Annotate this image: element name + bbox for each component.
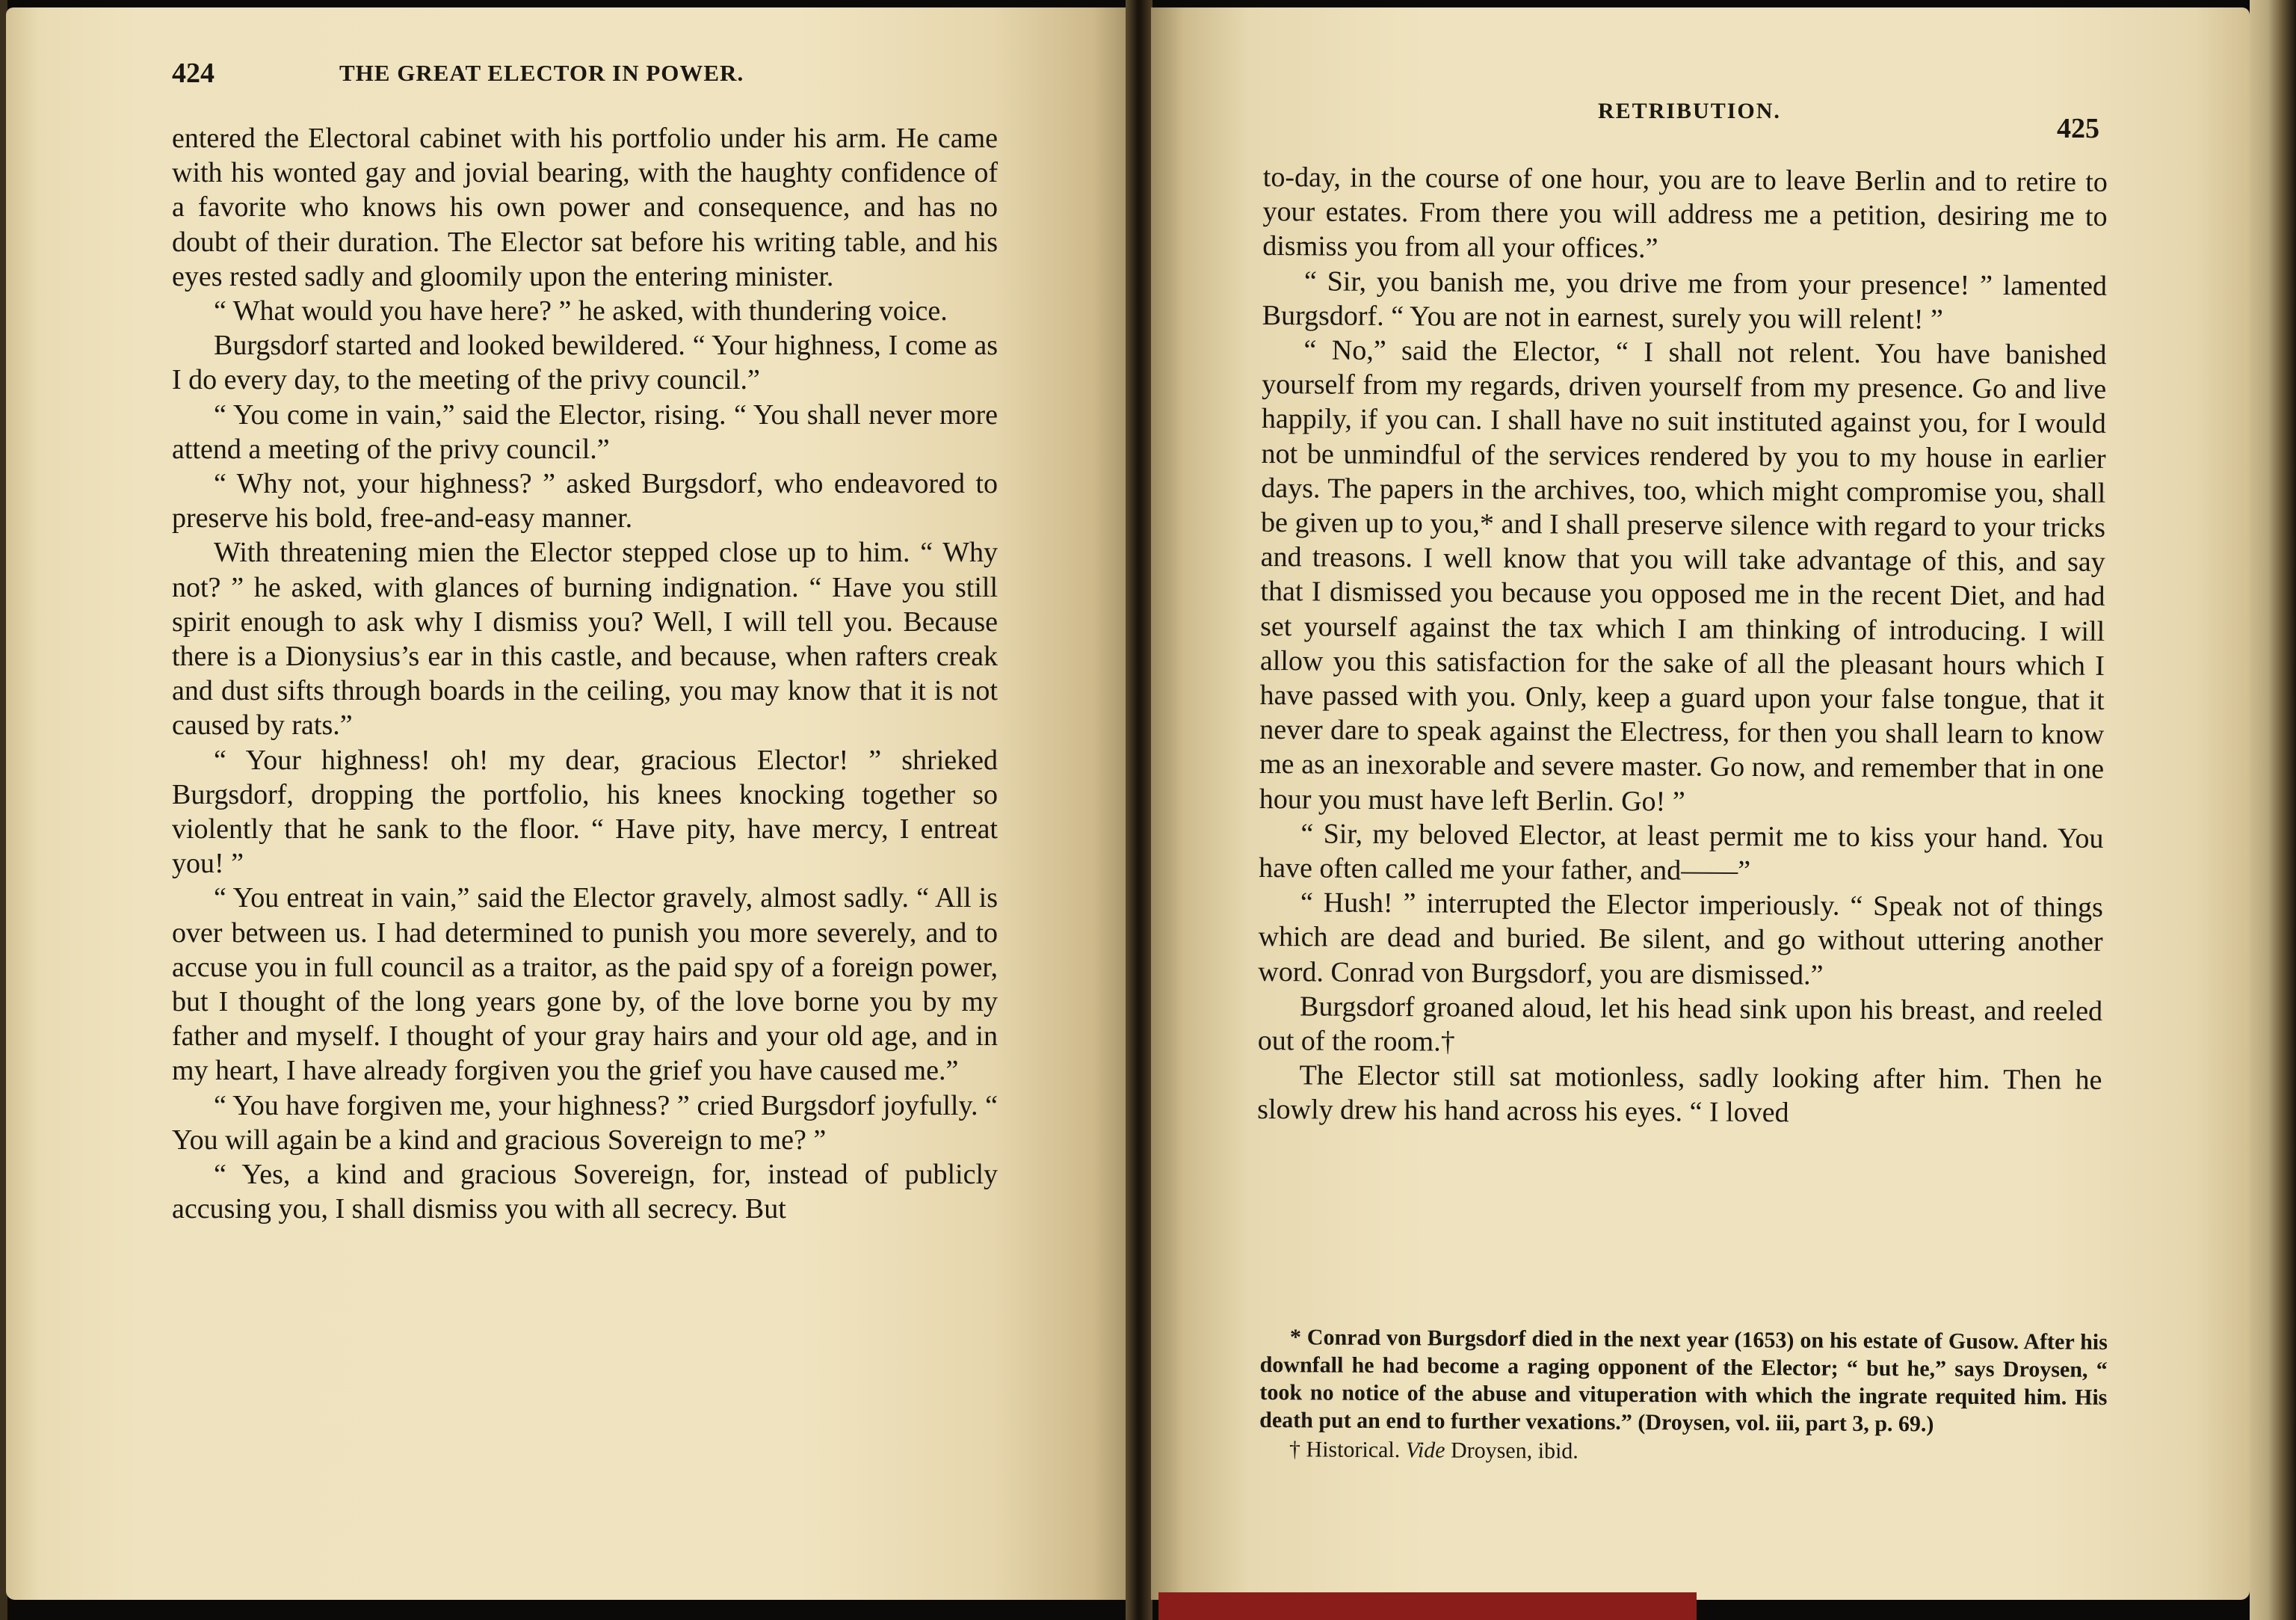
paragraph: entered the Electoral cabinet with his portfolio under his arm. He came with his wonted gay and jovial bearing, with the haughty confidence of a favorite who knows his own power and consequence, and has no doubt of their duration. The Elector sat before his writing table, and his eyes rested sadly and gloomily upon the entering minister. — [172, 123, 998, 292]
paragraph: to-day, in the course of one hour, you are to leave Berlin and to retire to your estates. From there you will address me a petition, desiring me to dismiss you from all your offices.” — [1262, 161, 2108, 265]
paragraph: “ Sir, you banish me, you drive me from your presence! ” lamented Burgsdorf. “ You are not in earnest, surely you will relent! ” — [1262, 265, 2108, 336]
right-page — [1151, 7, 2250, 1600]
page-number-left: 424 — [172, 58, 215, 89]
right-page-body — [1257, 160, 2108, 1133]
paragraph: “ You entreat in vain,” said the Elector gravely, almost sadly. “ All is over between us. I had determined to punish you more severely, and to accuse you in full council as a traitor, as the paid spy of a foreign power, but I thought of the long years gone by, of the love borne you by my father and myself. I thought of your gray hairs and your old age, and in my heart, I have already forgiven you the grief you have caused me.” — [172, 882, 998, 1087]
paragraph: “ Yes, a kind and gracious Sovereign, for, instead of publicly accusing you, I shall dismiss you with all secrecy. But — [172, 1159, 998, 1225]
paragraph: “ Hush! ” interrupted the Elector imperiously. “ Speak not of things which are dead and buried. Be silent, and go without uttering another word. Conrad von Burgsdorf, you are dismissed.” — [1258, 887, 2104, 991]
book-gutter — [1126, 0, 1152, 1620]
paragraph: The Elector still sat motionless, sadly looking after him. Then he slowly drew his hand across his eyes. “ I loved — [1257, 1059, 2102, 1129]
left-page — [6, 7, 1127, 1600]
footnote-2-suffix: Droysen, ibid. — [1450, 1438, 1578, 1464]
footnote-2-italic: Vide — [1405, 1438, 1445, 1463]
paragraph: With threatening mien the Elector stepped close up to him. “ Why not? ” he asked, with glances of burning indignation. “ Have you still spirit enough to ask why I dismiss you? Well, I will tell you. Because there is a Dionysius’s ear in this castle, and because, when rafters creak and dust sifts through boards in the ceiling, you may know that it is not caused by rats.” — [172, 537, 998, 742]
footnote-2 — [1259, 1435, 2107, 1468]
paragraph: “ Why not, your highness? ” asked Burgsdorf, who endeavored to preserve his bold, free-and-easy manner. — [172, 468, 998, 535]
paragraph: “ Sir, my beloved Elector, at least permit me to kiss your hand. You have often called me your father, and——” — [1259, 818, 2104, 887]
running-head-left: THE GREAT ELECTOR IN POWER. — [339, 60, 744, 86]
paragraph: “ Your highness! oh! my dear, gracious Elector! ” shrieked Burgsdorf, dropping the portfolio, his knees knocking together so violently that he sank to the floor. “ Have pity, have mercy, I entreat you! ” — [172, 744, 998, 880]
footnote-2-prefix: † Historical. — [1289, 1437, 1401, 1463]
paragraph: “ You come in vain,” said the Elector, rising. “ You shall never more attend a meeting of the privy council.” — [172, 398, 998, 465]
footnotes — [1259, 1323, 2108, 1468]
footnote-1: * Conrad von Burgsdorf died in the next year (1653) on his estate of Gusow. After his downfall he had become a raging opponent of the Elector; “ but he,” says Droysen, “ took no notice of the abuse and vituperation with which the ingrate requited him. His death put an end to further vexations.” (Droysen, vol. iii, part 3, p. 69.) — [1259, 1325, 2108, 1437]
paragraph: “ You have forgiven me, your highness? ” cried Burgsdorf joyfully. “ You will again be a kind and gracious Sovereign to me? ” — [172, 1089, 998, 1156]
running-head-right: RETRIBUTION. — [1598, 99, 1781, 123]
page-edges-right — [2250, 0, 2296, 1620]
paragraph: “ What would you have here? ” he asked, with thundering voice. — [214, 295, 948, 327]
paragraph: “ No,” said the Elector, “ I shall not relent. You have banished yourself from my regards, driven yourself from my presence. Go and live happily, if you can. I shall have no suit instituted against you, for I would not be unmindful of the services rendered by you to my house in earlier days. The papers in the archives, too, which might compromise you, shall be given up to you,* and I shall preserve silence with regard to your tricks and treasons. I well know that you will take advantage of this, and say that I dismissed you because you opposed me in the recent Diet, and had set yourself against the tax which I am thinking of introducing. I will allow you this satisfaction for the sake of all the pleasant hours which I have passed with you. Only, keep a guard upon your false tongue, that it never dare to speak against the Electress, for then you shall learn to know me as an inexorable and severe master. Go now, and remember that in one hour you must have left Berlin. Go! ” — [1259, 334, 2107, 818]
left-page-body — [172, 121, 998, 1227]
paragraph: Burgsdorf started and looked bewildered. “ Your highness, I come as I do every day, to the meeting of the privy council.” — [172, 330, 998, 396]
paragraph: Burgsdorf groaned aloud, let his head sink upon his breast, and reeled out of the room.† — [1257, 991, 2103, 1058]
page-number-right: 425 — [2057, 113, 2099, 144]
book-spine-red — [1158, 1592, 1697, 1620]
